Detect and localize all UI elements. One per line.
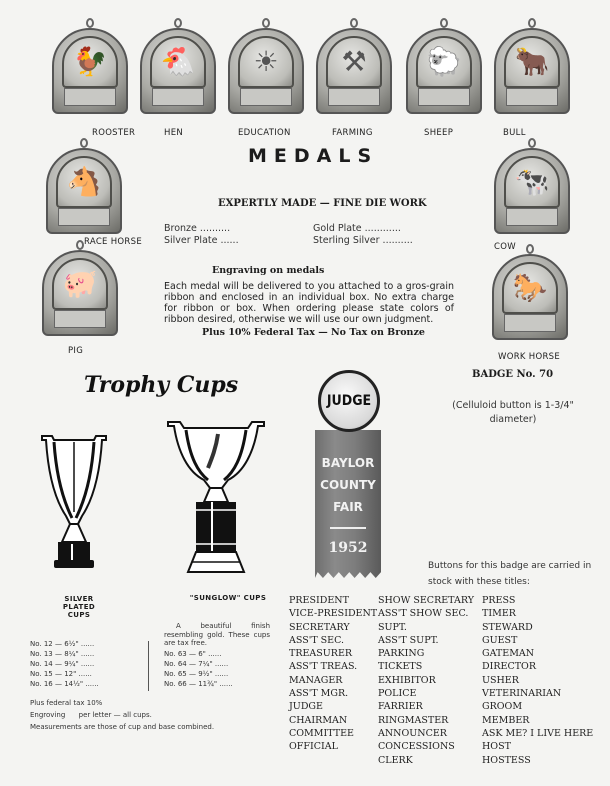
titles-intro: Buttons for this badge are carried in stock with these titles: [428,561,592,587]
medal-cow [492,138,572,238]
medals-tax-note: Plus 10% Federal Tax — No Tax on Bronze [202,327,425,338]
silver-cup-row: No. 16 — 14½" ...... [30,680,99,688]
medal-label: WORK HORSE [498,352,561,362]
cup-note: Measurements are those of cup and base combined. [30,723,215,731]
title-item: SHOW SECRETARY [378,595,474,606]
title-item: PARKING [378,648,425,660]
title-item: CHAIRMAN [289,714,348,726]
medal-bull [492,18,572,118]
sunglow-cup-row: No. 66 — 11¾" ...... [164,680,233,688]
title-item: JUDGE [289,701,323,713]
title-item: MEMBER [482,714,530,726]
title-item: PRESS [482,595,516,606]
title-item: OFFICIAL [289,741,338,753]
titles-column-2 [378,594,474,767]
title-item: TREASURER [289,648,353,660]
cup-note: Engroving per letter — all cups. [30,711,152,719]
medal-rooster [50,18,130,118]
title-item: ASS'T SEC. [289,634,345,646]
price-gold-plate: Gold Plate ............ [313,223,401,234]
silver-cup-row: No. 12 — 6½" ...... [30,640,95,648]
title-item: COMMITTEE [289,727,354,739]
ribbon-line: COUNTY [320,478,376,492]
badge-button [318,370,380,432]
medal-label: COW [494,242,516,252]
medal-label: BULL [503,128,526,138]
title-item: VICE-PRESIDENT [289,608,378,620]
title-item: HOSTESS [482,754,531,766]
title-item: ANNOUNCER [378,727,447,739]
titles-column-1 [289,594,377,754]
medal-label: SHEEP [424,128,454,138]
title-item: ASS'T SUPT. [378,634,439,646]
titles-column-3 [482,594,593,767]
title-item: TIMER [482,608,516,620]
medal-label: HEN [164,128,184,138]
crossed-tools-icon: ⚒ [341,45,367,78]
title-item: GUEST [482,634,518,646]
medal-label: FARMING [332,128,373,138]
sunglow-cup-row: No. 65 — 9½" ...... [164,670,229,678]
title-item: CONCESSIONS [378,741,455,753]
hen-icon: 🐔 [160,45,196,78]
sunglow-cups-heading: "SUNGLOW" CUPS [189,594,267,602]
medals-title: MEDALS [248,145,379,167]
medal-label: EDUCATION [238,128,291,138]
title-item: ASS'T TREAS. [289,661,358,673]
title-item: PRESIDENT [289,595,349,606]
price-sterling-silver: Sterling Silver .......... [313,235,413,246]
silver-cup-row: No. 13 — 8¼" ...... [30,650,95,658]
horse-icon: 🐴 [66,165,102,198]
rooster-icon: 🐓 [72,45,108,78]
title-item: GATEMAN [482,648,535,660]
price-silver-plate: Silver Plate ...... [164,235,239,246]
price-bronze: Bronze .......... [164,223,231,234]
silver-cup-row: No. 14 — 9¼" ...... [30,660,95,668]
medal-pig [40,240,120,340]
bull-icon: 🐂 [514,45,550,78]
sunglow-cup-icon [166,418,266,578]
title-item: CLERK [378,754,413,766]
medal-hen [138,18,218,118]
cow-icon: 🐄 [514,165,550,198]
title-item: SECRETARY [289,621,350,633]
medal-sheep [404,18,484,118]
title-item: FARRIER [378,701,423,713]
title-item: ASS'T SHOW SEC. [378,608,469,620]
ribbon-line: FAIR [333,500,363,514]
title-item: USHER [482,674,519,686]
title-item: POLICE [378,688,417,700]
title-item: MANAGER [289,674,343,686]
title-item: ASS'T MGR. [289,688,349,700]
column-divider [148,641,149,691]
sunglow-cup-row: No. 63 — 6" ...... [164,650,222,658]
lamp-of-learning-icon: ☀ [253,45,279,78]
pig-icon: 🐖 [62,267,98,300]
title-item: ASK ME? I LIVE HERE [482,727,594,739]
sunglow-cup-row: No. 64 — 7¼" ...... [164,660,229,668]
silver-cup-icon [38,432,110,572]
medal-label: RACE HORSE [84,237,142,247]
work-horse-icon: 🐎 [512,271,548,304]
title-item: GROOM [482,701,523,713]
eagle-ornament-icon [330,527,366,529]
title-item: EXHIBITOR [378,674,436,686]
medals-subheading: EXPERTLY MADE — FINE DIE WORK [218,198,427,209]
ribbon-line: BAYLOR [321,456,375,470]
title-item: RINGMASTER [378,714,449,726]
title-item: STEWARD [482,621,533,633]
badge-note: (Celluloid button is 1-3/4" diameter) [452,400,574,425]
title-item: HOST [482,741,511,753]
engraving-heading: Engraving on medals [212,265,325,276]
silver-cups-heading: SILVER PLATED CUPS [62,595,96,619]
title-item: TICKETS [378,661,423,673]
badge-button-text: JUDGE [326,393,372,409]
title-item: SUPT. [378,621,407,633]
sunglow-description: A beautiful finish resembling gold. These cups are tax free. [164,622,270,647]
badge-title: BADGE No. 70 [472,369,554,380]
medal-work-horse [490,244,570,344]
medal-farming [314,18,394,118]
title-item: DIRECTOR [482,661,537,673]
ribbon-year: 1952 [328,540,368,556]
medals-description: Each medal will be delivered to you attached to a gros-grain ribbon and enclosed in an individual box. No extra charge for ribbon or box. When ordering please state colors of ribbon desired, otherwise we will use our own judgment. [164,281,454,325]
medal-label: ROOSTER [92,128,136,138]
silver-cup-row: No. 15 — 12" ...... [30,670,92,678]
medal-education [226,18,306,118]
medal-race-horse [44,138,124,238]
cup-note: Plus federal tax 10% [30,699,103,707]
trophy-cups-title: Trophy Cups [84,372,239,398]
medal-ring [86,18,94,28]
sheep-icon: 🐑 [426,45,462,78]
title-item: VETERINARIAN [482,688,562,700]
medal-label: PIG [68,346,84,356]
